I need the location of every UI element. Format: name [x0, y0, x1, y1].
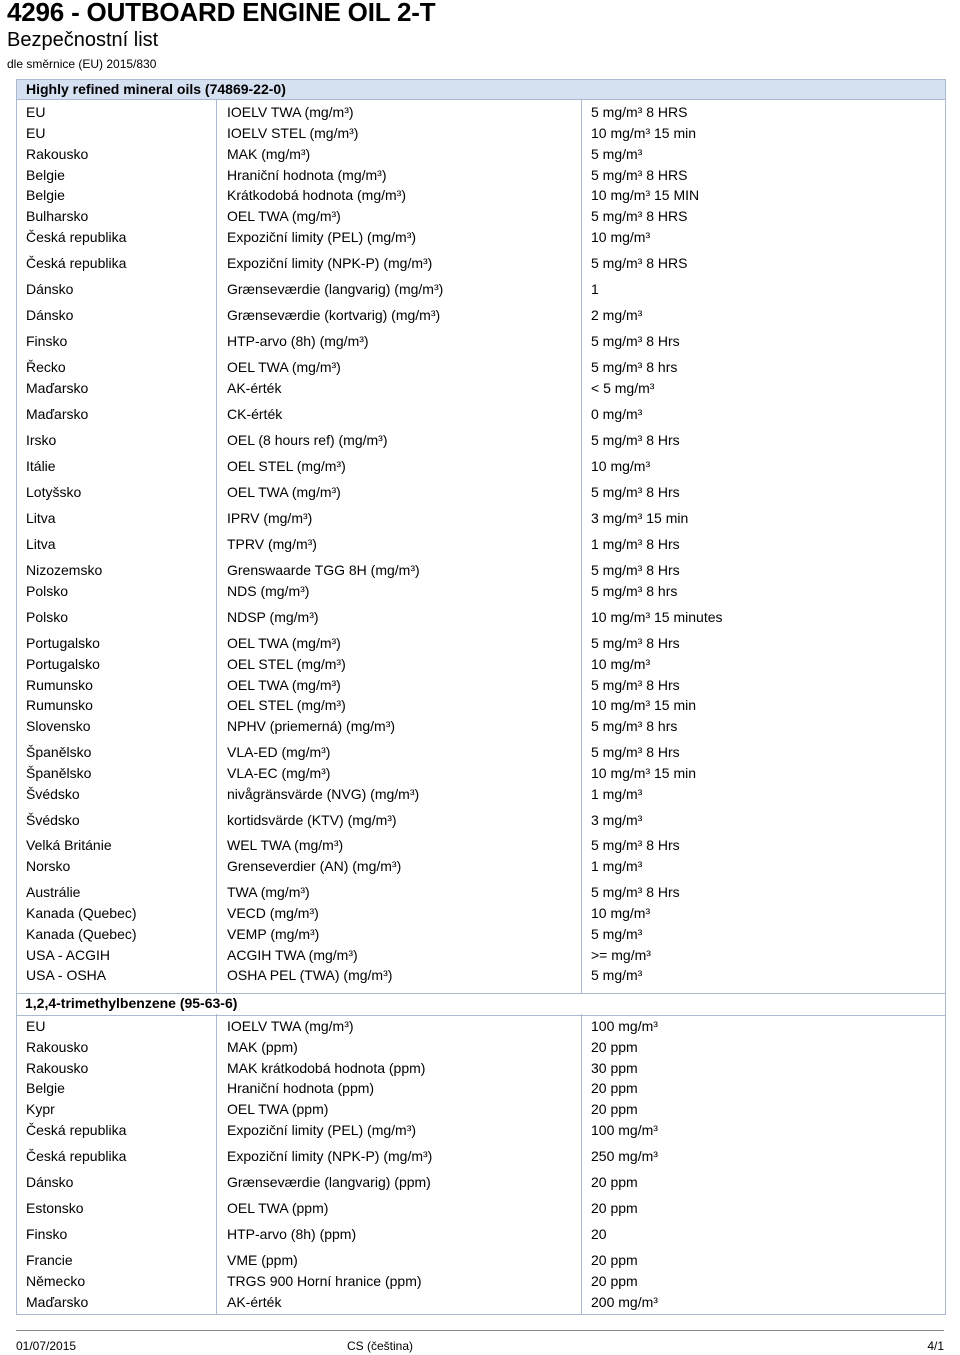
country-cell: Maďarsko	[26, 380, 89, 396]
limit-type-cell: HTP-arvo (8h) (ppm)	[227, 1226, 357, 1242]
limit-type-cell: Grænseværdie (kortvarig) (mg/m³)	[227, 307, 441, 323]
limit-value-cell: 5 mg/m³ 8 hrs	[591, 583, 678, 599]
limit-type-cell: OEL (8 hours ref) (mg/m³)	[227, 432, 388, 448]
limit-value-cell: 10 mg/m³ 15 min	[591, 697, 697, 713]
country-cell: Irsko	[26, 432, 57, 448]
regulation-note: dle směrnice (EU) 2015/830	[7, 57, 157, 71]
limit-type-cell: HTP-arvo (8h) (mg/m³)	[227, 333, 369, 349]
footer-date: 01/07/2015	[16, 1339, 77, 1353]
limit-value-cell: 30 ppm	[591, 1060, 638, 1076]
country-cell: Slovensko	[26, 718, 91, 734]
limit-type-cell: VEMP (mg/m³)	[227, 926, 320, 942]
limit-type-cell: Grenswaarde TGG 8H (mg/m³)	[227, 562, 420, 578]
country-cell: Španělsko	[26, 765, 92, 781]
limit-value-cell: 2 mg/m³	[591, 307, 643, 323]
limit-type-cell: IOELV STEL (mg/m³)	[227, 125, 359, 141]
limit-type-cell: Expoziční limity (PEL) (mg/m³)	[227, 1122, 417, 1138]
country-cell: Maďarsko	[26, 1294, 89, 1310]
limit-type-cell: Expoziční limity (NPK-P) (mg/m³)	[227, 255, 433, 271]
limit-type-cell: NDSP (mg/m³)	[227, 609, 319, 625]
limit-value-cell: 20 ppm	[591, 1039, 638, 1055]
limit-type-cell: VLA-EC (mg/m³)	[227, 765, 331, 781]
country-cell: Německo	[26, 1273, 86, 1289]
page-footer	[16, 1330, 944, 1355]
limit-type-cell: Hraniční hodnota (ppm)	[227, 1080, 375, 1096]
limit-value-cell: 5 mg/m³	[591, 967, 643, 983]
country-cell: Francie	[26, 1252, 73, 1268]
limit-value-cell: 1	[591, 281, 599, 297]
limit-value-cell: 20 ppm	[591, 1252, 638, 1268]
limit-value-cell: 5 mg/m³ 8 Hrs	[591, 744, 680, 760]
limit-value-cell: 10 mg/m³	[591, 905, 651, 921]
limit-type-cell: VME (ppm)	[227, 1252, 298, 1268]
limit-value-cell: 5 mg/m³ 8 HRS	[591, 167, 688, 183]
limit-value-cell: 1 mg/m³	[591, 786, 643, 802]
limit-type-cell: MAK (ppm)	[227, 1039, 298, 1055]
limit-value-cell: >= mg/m³	[591, 947, 651, 963]
country-cell: Dánsko	[26, 1174, 74, 1190]
country-cell: Velká Británie	[26, 837, 112, 853]
country-cell: Norsko	[26, 858, 71, 874]
limit-value-cell: 1 mg/m³	[591, 858, 643, 874]
limit-type-cell: nivågränsvärde (NVG) (mg/m³)	[227, 786, 420, 802]
country-cell: EU	[26, 125, 46, 141]
limit-type-cell: VECD (mg/m³)	[227, 905, 319, 921]
limit-value-cell: 20	[591, 1226, 607, 1242]
limit-value-cell: 20 ppm	[591, 1273, 638, 1289]
country-cell: Bulharsko	[26, 208, 89, 224]
country-cell: Polsko	[26, 609, 69, 625]
limit-type-cell: Expoziční limity (NPK-P) (mg/m³)	[227, 1148, 433, 1164]
limit-type-cell: OSHA PEL (TWA) (mg/m³)	[227, 967, 393, 983]
limit-value-cell: 5 mg/m³ 8 hrs	[591, 359, 678, 375]
limit-value-cell: 20 ppm	[591, 1200, 638, 1216]
country-cell: Finsko	[26, 333, 68, 349]
limit-type-cell: Expoziční limity (PEL) (mg/m³)	[227, 229, 417, 245]
country-cell: Lotyšsko	[26, 484, 82, 500]
limit-value-cell: 10 mg/m³	[591, 656, 651, 672]
limit-value-cell: 20 ppm	[591, 1174, 638, 1190]
country-cell: Belgie	[26, 167, 65, 183]
limit-value-cell: 10 mg/m³ 15 min	[591, 765, 697, 781]
limit-value-cell: 10 mg/m³	[591, 229, 651, 245]
limit-value-cell: 5 mg/m³ 8 Hrs	[591, 432, 680, 448]
document-title: 4296 - OUTBOARD ENGINE OIL 2-T	[7, 0, 436, 27]
limit-type-cell: OEL TWA (mg/m³)	[227, 208, 341, 224]
limit-value-cell: 1 mg/m³ 8 Hrs	[591, 536, 680, 552]
limit-value-cell: 100 mg/m³	[591, 1122, 658, 1138]
limit-type-cell: TPRV (mg/m³)	[227, 536, 317, 552]
country-cell: Portugalsko	[26, 656, 100, 672]
limit-type-cell: AK-érték	[227, 380, 282, 396]
country-cell: Česká republika	[26, 1122, 127, 1138]
document-header	[7, 0, 435, 71]
country-cell: Maďarsko	[26, 406, 89, 422]
footer-page-number: 4/1	[927, 1339, 944, 1353]
limit-type-cell: OEL TWA (ppm)	[227, 1200, 329, 1216]
limit-type-cell: kortidsvärde (KTV) (mg/m³)	[227, 812, 397, 828]
limit-type-cell: TRGS 900 Horní hranice (ppm)	[227, 1273, 422, 1289]
limit-value-cell: 5 mg/m³ 8 HRS	[591, 104, 688, 120]
country-cell: Česká republika	[26, 255, 127, 271]
country-cell: Kanada (Quebec)	[26, 926, 137, 942]
limit-value-cell: 200 mg/m³	[591, 1294, 658, 1310]
limit-type-cell: VLA-ED (mg/m³)	[227, 744, 331, 760]
country-cell: Litva	[26, 536, 56, 552]
document-subtitle: Bezpečnostní list	[7, 29, 159, 51]
country-cell: Kanada (Quebec)	[26, 905, 137, 921]
limit-type-cell: IOELV TWA (mg/m³)	[227, 1018, 354, 1034]
limit-value-cell: 5 mg/m³ 8 Hrs	[591, 562, 680, 578]
limit-type-cell: OEL TWA (mg/m³)	[227, 635, 341, 651]
country-cell: Česká republika	[26, 229, 127, 245]
country-cell: Nizozemsko	[26, 562, 103, 578]
country-cell: Rumunsko	[26, 697, 93, 713]
limit-value-cell: 10 mg/m³ 15 MIN	[591, 187, 700, 203]
country-cell: Dánsko	[26, 307, 74, 323]
country-cell: Rakousko	[26, 146, 89, 162]
limit-value-cell: 5 mg/m³	[591, 146, 643, 162]
country-cell: EU	[26, 104, 46, 120]
limit-value-cell: 3 mg/m³ 15 min	[591, 510, 689, 526]
limit-type-cell: MAK krátkodobá hodnota (ppm)	[227, 1060, 426, 1076]
limit-type-cell: IPRV (mg/m³)	[227, 510, 313, 526]
limit-value-cell: 5 mg/m³ 8 HRS	[591, 208, 688, 224]
section-mineral-oils	[16, 79, 946, 1016]
limit-type-cell: ACGIH TWA (mg/m³)	[227, 947, 358, 963]
limit-type-cell: IOELV TWA (mg/m³)	[227, 104, 354, 120]
country-cell: Litva	[26, 510, 56, 526]
limit-value-cell: 250 mg/m³	[591, 1148, 658, 1164]
limit-value-cell: 5 mg/m³ 8 Hrs	[591, 333, 680, 349]
limit-type-cell: CK-érték	[227, 406, 283, 422]
limit-value-cell: 20 ppm	[591, 1080, 638, 1096]
limit-type-cell: Grænseværdie (langvarig) (ppm)	[227, 1174, 431, 1190]
limit-type-cell: OEL STEL (mg/m³)	[227, 458, 346, 474]
limit-value-cell: 3 mg/m³	[591, 812, 643, 828]
limit-value-cell: 100 mg/m³	[591, 1018, 658, 1034]
country-cell: Řecko	[26, 359, 66, 375]
limit-type-cell: Grenseverdier (AN) (mg/m³)	[227, 858, 402, 874]
limit-type-cell: Krátkodobá hodnota (mg/m³)	[227, 187, 406, 203]
limit-value-cell: 5 mg/m³ 8 Hrs	[591, 884, 680, 900]
section-title: 1,2,4-trimethylbenzene (95-63-6)	[17, 994, 945, 1014]
country-cell: USA - ACGIH	[26, 947, 111, 963]
country-cell: EU	[26, 1018, 46, 1034]
country-cell: USA - OSHA	[26, 967, 107, 983]
country-cell: Austrálie	[26, 884, 81, 900]
limit-type-cell: AK-érték	[227, 1294, 282, 1310]
limit-type-cell: NPHV (priemerná) (mg/m³)	[227, 718, 396, 734]
limit-value-cell: 0 mg/m³	[591, 406, 643, 422]
limit-value-cell: 5 mg/m³ 8 Hrs	[591, 837, 680, 853]
limit-type-cell: TWA (mg/m³)	[227, 884, 310, 900]
country-cell: Itálie	[26, 458, 56, 474]
limit-value-cell: 10 mg/m³ 15 minutes	[591, 609, 723, 625]
limit-type-cell: OEL STEL (mg/m³)	[227, 656, 346, 672]
section-title: Highly refined mineral oils (74869-22-0)	[17, 80, 945, 100]
country-cell: Kypr	[26, 1101, 55, 1117]
limit-value-cell: 5 mg/m³ 8 Hrs	[591, 677, 680, 693]
country-cell: Belgie	[26, 187, 65, 203]
country-cell: Švédsko	[26, 812, 80, 828]
country-cell: Belgie	[26, 1080, 65, 1096]
country-cell: Španělsko	[26, 744, 92, 760]
country-cell: Portugalsko	[26, 635, 100, 651]
column-divider	[581, 1014, 582, 1314]
limit-value-cell: 5 mg/m³ 8 hrs	[591, 718, 678, 734]
limit-type-cell: OEL TWA (ppm)	[227, 1101, 329, 1117]
country-cell: Dánsko	[26, 281, 74, 297]
limit-value-cell: 10 mg/m³ 15 min	[591, 125, 697, 141]
limit-type-cell: OEL TWA (mg/m³)	[227, 677, 341, 693]
country-cell: Polsko	[26, 583, 69, 599]
column-divider	[581, 100, 582, 1015]
limit-value-cell: 5 mg/m³ 8 Hrs	[591, 635, 680, 651]
country-cell: Estonsko	[26, 1200, 84, 1216]
column-divider	[216, 1014, 217, 1314]
limit-type-cell: MAK (mg/m³)	[227, 146, 311, 162]
country-cell: Rakousko	[26, 1039, 89, 1055]
limit-type-cell: OEL STEL (mg/m³)	[227, 697, 346, 713]
country-cell: Švédsko	[26, 786, 80, 802]
section-trimethylbenzene	[16, 993, 946, 1315]
limit-type-cell: NDS (mg/m³)	[227, 583, 310, 599]
limit-value-cell: < 5 mg/m³	[591, 380, 655, 396]
limit-type-cell: OEL TWA (mg/m³)	[227, 484, 341, 500]
limit-value-cell: 5 mg/m³ 8 HRS	[591, 255, 688, 271]
country-cell: Česká republika	[26, 1148, 127, 1164]
limit-type-cell: Grænseværdie (langvarig) (mg/m³)	[227, 281, 444, 297]
country-cell: Finsko	[26, 1226, 68, 1242]
limit-value-cell: 10 mg/m³	[591, 458, 651, 474]
footer-language: CS (čeština)	[347, 1339, 414, 1353]
column-divider	[216, 100, 217, 1015]
limit-value-cell: 20 ppm	[591, 1101, 638, 1117]
country-cell: Rakousko	[26, 1060, 89, 1076]
limit-value-cell: 5 mg/m³ 8 Hrs	[591, 484, 680, 500]
limit-type-cell: Hraniční hodnota (mg/m³)	[227, 167, 387, 183]
limit-type-cell: OEL TWA (mg/m³)	[227, 359, 341, 375]
limit-value-cell: 5 mg/m³	[591, 926, 643, 942]
country-cell: Rumunsko	[26, 677, 93, 693]
limit-type-cell: WEL TWA (mg/m³)	[227, 837, 344, 853]
